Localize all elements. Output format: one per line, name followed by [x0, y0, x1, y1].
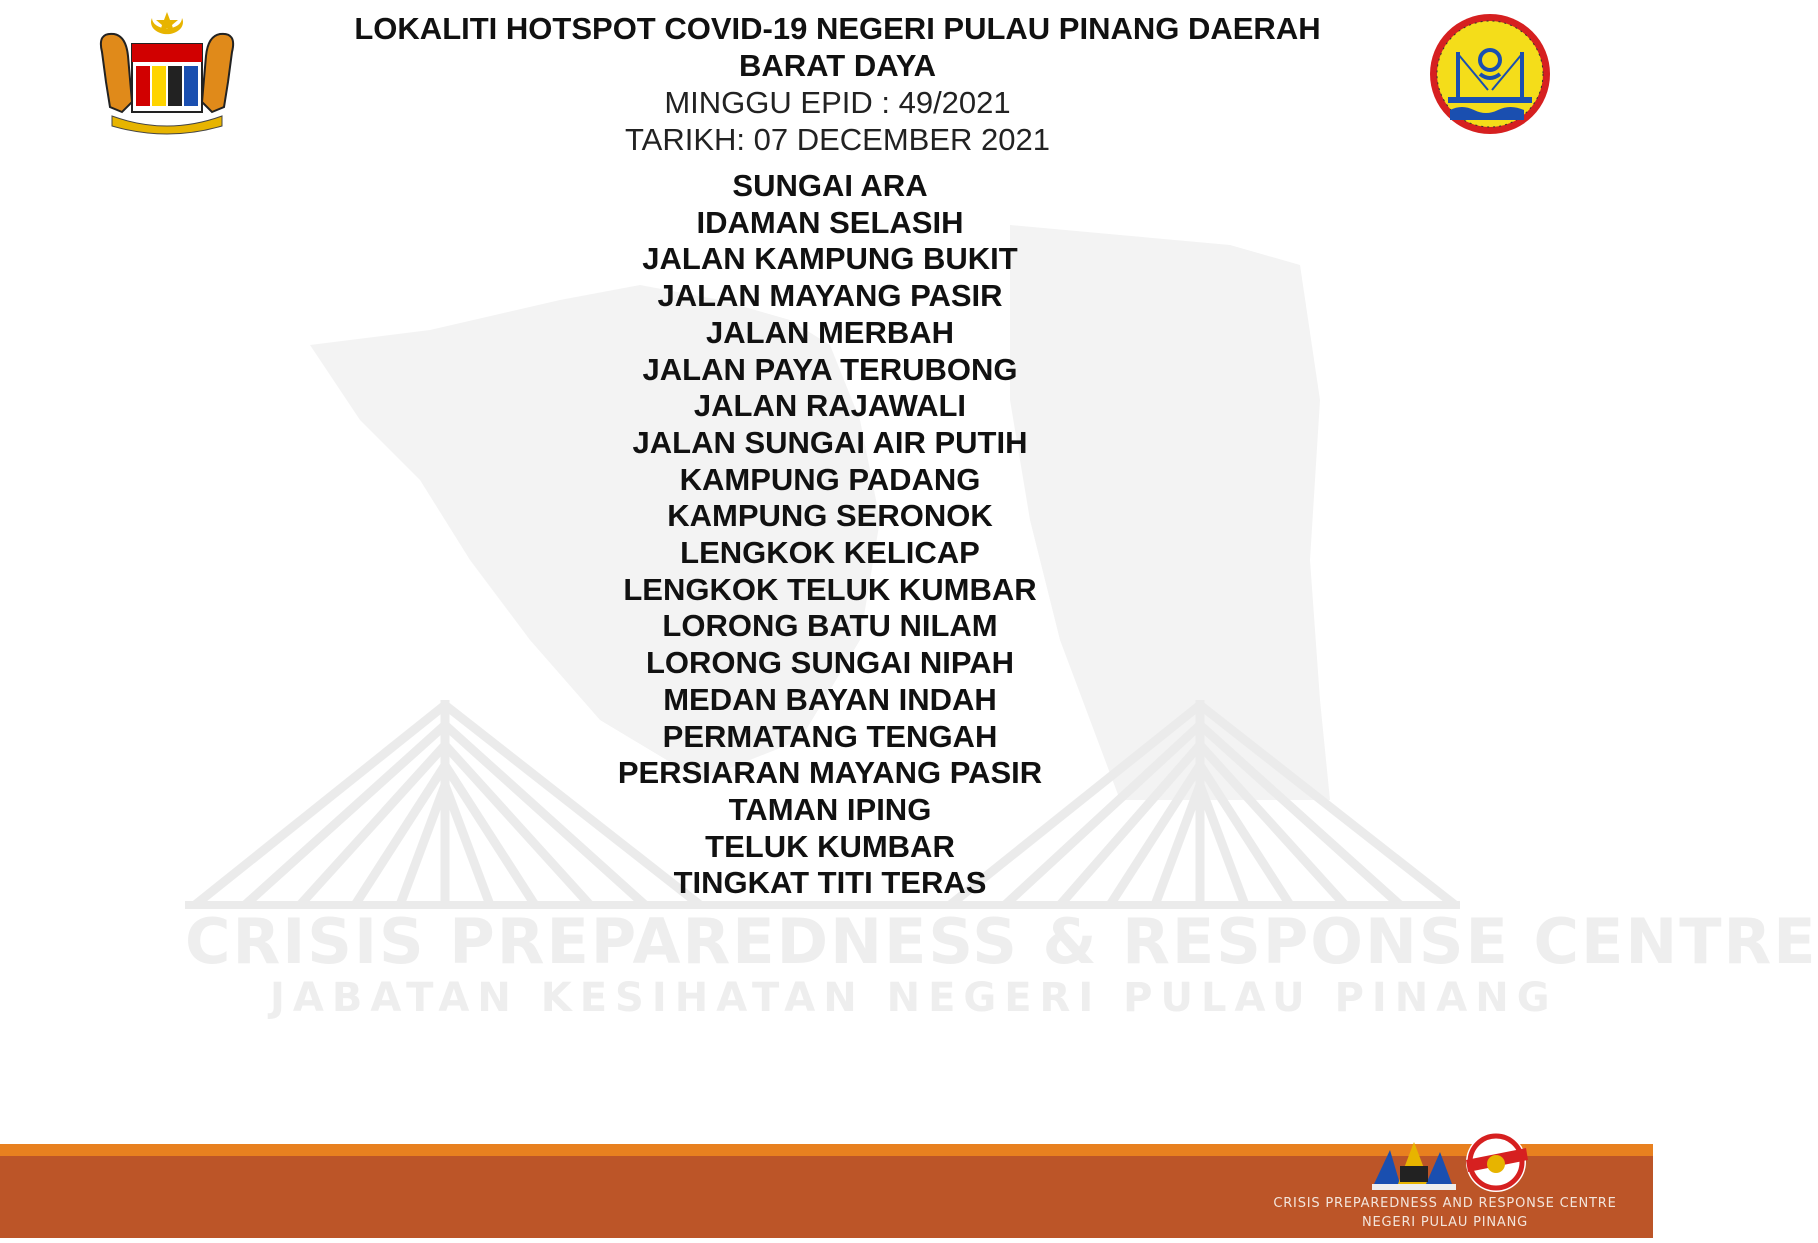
list-item: MEDAN BAYAN INDAH: [663, 681, 997, 717]
cprc-logo-icon: [1370, 1130, 1540, 1196]
list-item: PERMATANG TENGAH: [662, 718, 998, 754]
list-item: SUNGAI ARA: [732, 168, 928, 203]
malaysia-coat-of-arms-logo: [92, 12, 242, 134]
list-item: LENGKOK TELUK KUMBAR: [623, 571, 1037, 607]
hotspot-list: [530, 168, 1130, 902]
footer-text: [1240, 1194, 1650, 1232]
list-item: TELUK KUMBAR: [705, 828, 955, 864]
list-item: LORONG SUNGAI NIPAH: [646, 645, 1014, 681]
list-item: JALAN RAJAWALI: [693, 388, 967, 424]
list-item: JALAN MAYANG PASIR: [657, 278, 1003, 314]
list-item: LORONG BATU NILAM: [662, 608, 998, 644]
epid-week: MINGGU EPID : 49/2021: [664, 85, 1011, 120]
list-item: PERSIARAN MAYANG PASIR: [617, 755, 1043, 791]
list-item: JALAN MERBAH: [706, 314, 954, 350]
list-item: KAMPUNG PADANG: [679, 461, 981, 497]
header: [300, 10, 1375, 158]
list-item: TINGKAT TITI TERAS: [673, 865, 987, 901]
footer-logos: [1370, 1130, 1540, 1196]
list-item: IDAMAN SELASIH: [696, 204, 964, 240]
list-item: JALAN SUNGAI AIR PUTIH: [632, 424, 1028, 460]
report-date: TARIKH: 07 DECEMBER 2021: [625, 122, 1050, 157]
list-item: KAMPUNG SERONOK: [667, 498, 993, 534]
page-title: LOKALITI HOTSPOT COVID-19 NEGERI PULAU PINANG DAERAH BARAT DAYA: [354, 11, 1321, 83]
footer-line-2: NEGERI PULAU PINANG: [1362, 1215, 1528, 1230]
watermark-line-2: JABATAN KESIHATAN NEGERI PULAU PINANG: [270, 975, 1558, 1021]
watermark-line-1: CRISIS PREPAREDNESS & RESPONSE CENTRE: [185, 905, 1818, 978]
list-item: JALAN PAYA TERUBONG: [642, 351, 1018, 387]
footer-line-1: CRISIS PREPAREDNESS AND RESPONSE CENTRE: [1273, 1196, 1617, 1211]
penang-state-crest-logo: [1428, 12, 1552, 136]
list-item: LENGKOK KELICAP: [680, 535, 980, 571]
list-item: JALAN KAMPUNG BUKIT: [642, 241, 1018, 277]
list-item: TAMAN IPING: [728, 791, 932, 827]
